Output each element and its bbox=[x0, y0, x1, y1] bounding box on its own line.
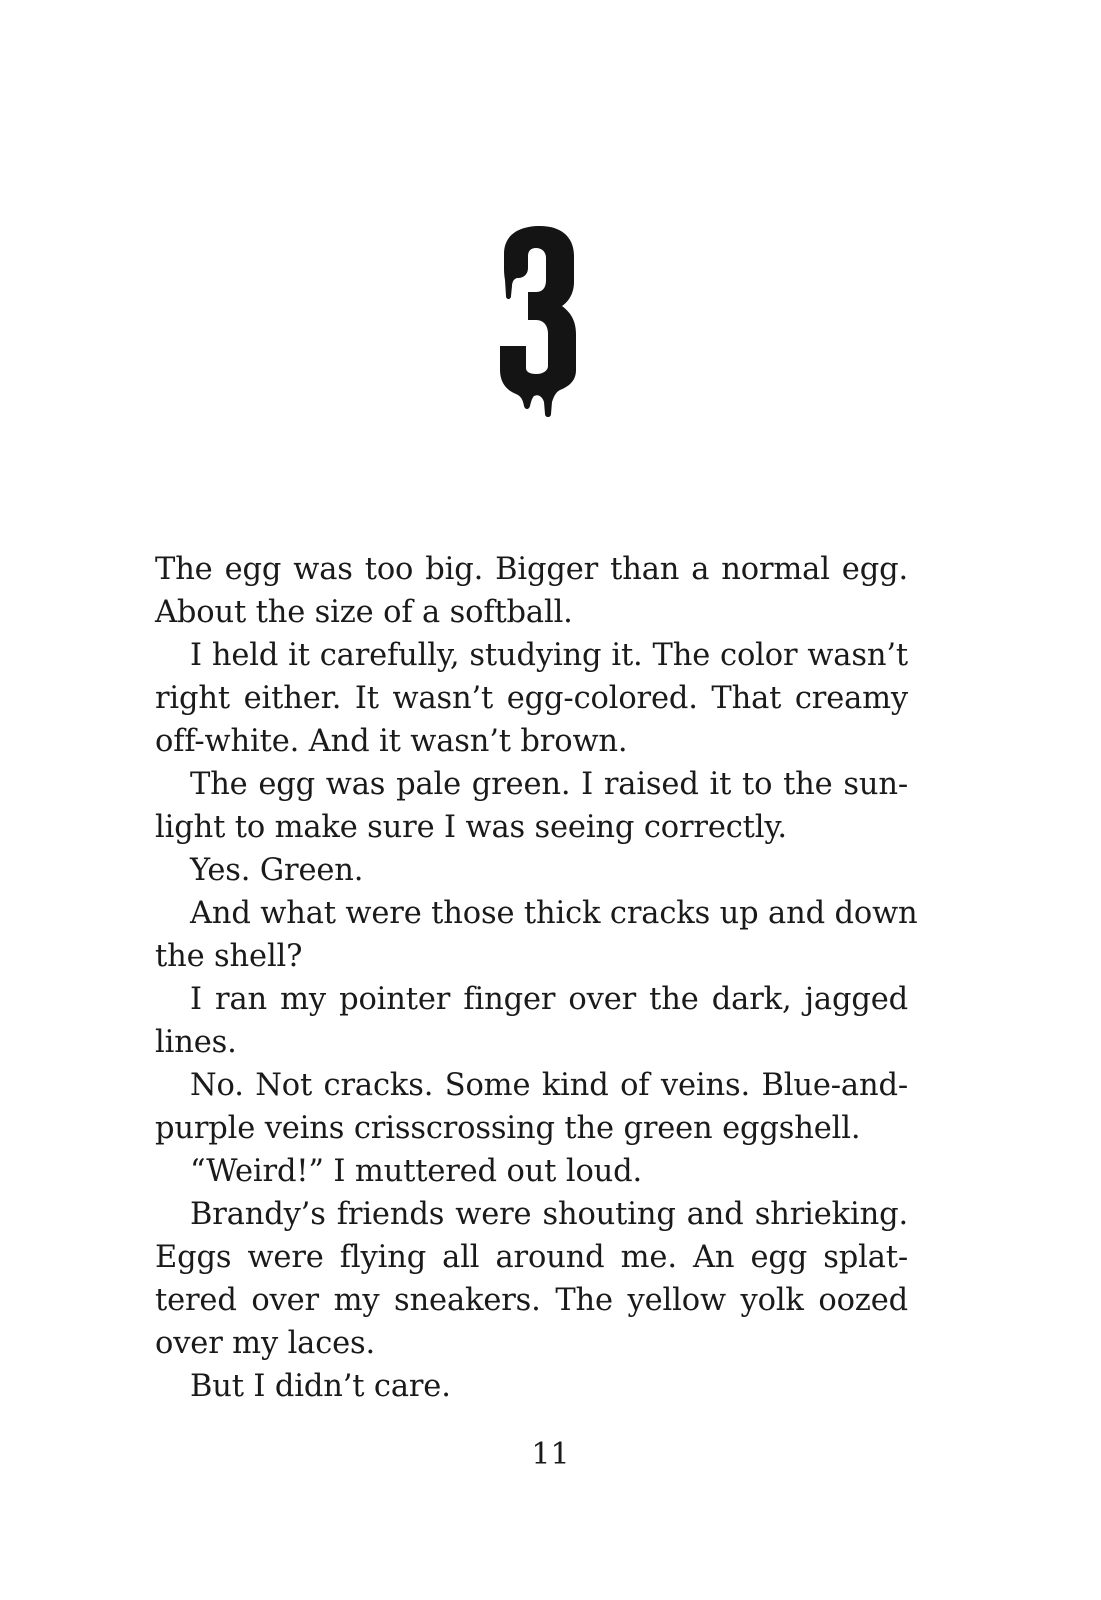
text-line: off-white. And it wasn’t brown. bbox=[155, 724, 628, 759]
text-line: I ran my pointer finger over the dark, jagged bbox=[190, 982, 908, 1017]
text-line: No. Not cracks. Some kind of veins. Blue-and- bbox=[190, 1068, 908, 1103]
text-line: But I didn’t care. bbox=[190, 1369, 451, 1404]
text-line: Brandy’s friends were shouting and shrieking. bbox=[190, 1197, 908, 1232]
text-line: the shell? bbox=[155, 939, 303, 974]
text-line: The egg was too big. Bigger than a normal egg. bbox=[155, 552, 908, 587]
chapter-body-text bbox=[155, 548, 918, 1408]
text-line: over my laces. bbox=[155, 1326, 376, 1361]
text-line: Yes. Green. bbox=[190, 853, 364, 888]
text-line: About the size of a softball. bbox=[155, 595, 573, 630]
text-line: tered over my sneakers. The yellow yolk oozed bbox=[155, 1283, 908, 1318]
text-line: lines. bbox=[155, 1025, 237, 1060]
chapter-number bbox=[488, 220, 588, 420]
text-line: The egg was pale green. I raised it to the sun- bbox=[190, 767, 908, 802]
text-line: “Weird!” I muttered out loud. bbox=[190, 1154, 643, 1189]
page-number: 11 bbox=[531, 1437, 570, 1472]
dripping-number-three-graphic bbox=[488, 220, 588, 420]
text-line: I held it carefully, studying it. The color wasn’t bbox=[190, 638, 908, 673]
text-line: Eggs were flying all around me. An egg splat- bbox=[155, 1240, 908, 1275]
text-line: light to make sure I was seeing correctly. bbox=[155, 810, 787, 845]
text-line: right either. It wasn’t egg-colored. That creamy bbox=[155, 681, 908, 716]
text-line: purple veins crisscrossing the green eggshell. bbox=[155, 1111, 861, 1146]
text-line: And what were those thick cracks up and down bbox=[190, 896, 918, 931]
